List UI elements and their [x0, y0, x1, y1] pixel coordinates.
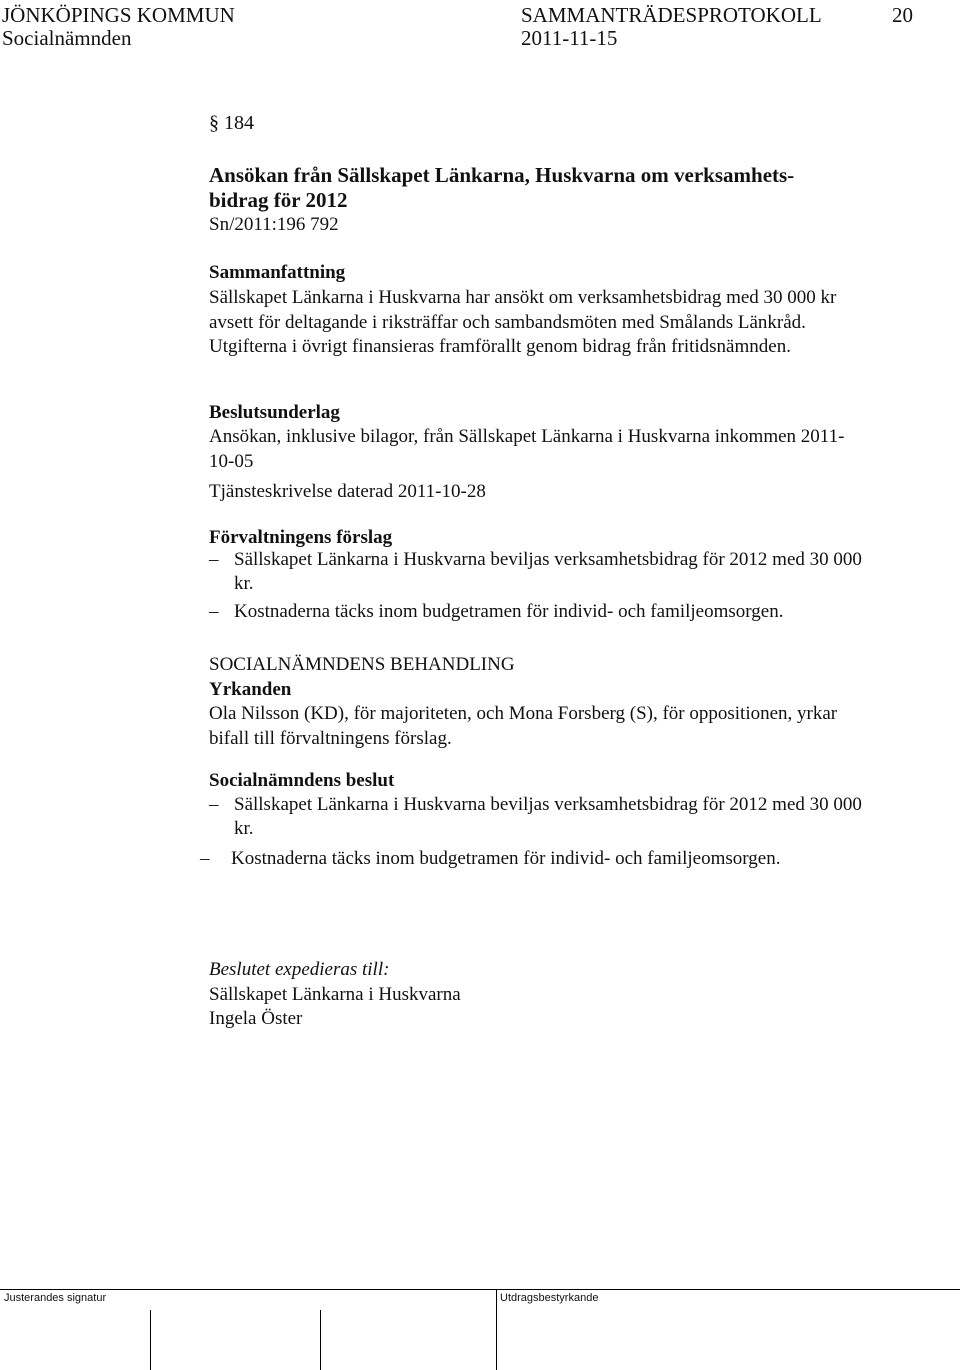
paragraph-symbol: § — [209, 112, 219, 134]
summary-heading: Sammanfattning — [209, 262, 346, 283]
decision-item-2 — [200, 847, 880, 871]
case-number: Sn/2011:196 792 — [209, 214, 339, 235]
footer-signature-label: Justerandes signatur — [4, 1292, 107, 1304]
section-title-line1: Ansökan från Sällskapet Länkarna, Huskvarna om verksamhets- — [209, 163, 795, 187]
handling-text: Ola Nilsson (KD), för majoriteten, och Mona Forsberg (S), för oppositionen, yrkar bifall till förvaltningens förslag. — [209, 703, 838, 749]
decision-item-text: Sällskapet Länkarna i Huskvarna beviljas verksamhetsbidrag för 2012 med 30 000 kr. — [234, 794, 862, 839]
footer-divider — [0, 1289, 960, 1290]
footer-attestation-label: Utdragsbestyrkande — [500, 1292, 599, 1304]
dash-bullet: – — [209, 549, 219, 570]
proposal-item-text: Kostnaderna täcks inom budgetramen för individ- och familjeomsorgen. — [234, 601, 784, 622]
proposal-heading: Förvaltningens förslag — [209, 527, 393, 548]
decision-heading: Socialnämndens beslut — [209, 770, 395, 791]
basis-item-2: Tjänsteskrivelse daterad 2011-10-28 — [209, 481, 486, 502]
paragraph-number: 184 — [224, 112, 254, 134]
summary-text: Sällskapet Länkarna i Huskvarna har ansökt om verksamhetsbidrag med 30 000 kr avsett för deltagande i riksträffar och sambandsmöten med Smålands Länkråd. Utgifterna i övrigt finansieras framförallt genom bidrag från fritidsnämnden. — [209, 287, 837, 357]
proposal-item-2 — [209, 600, 889, 624]
basis-heading: Beslutsunderlag — [209, 402, 340, 423]
dash-bullet: – — [200, 848, 210, 869]
decision-item-1 — [209, 793, 889, 841]
dispatch-recipient: Ingela Öster — [209, 1008, 303, 1029]
proposal-item-1 — [209, 548, 889, 596]
dispatch-heading: Beslutet expedieras till: — [209, 959, 390, 980]
doc-type: SAMMANTRÄDESPROTOKOLL — [521, 3, 822, 27]
handling-heading: SOCIALNÄMNDENS BEHANDLING — [209, 654, 515, 675]
committee-name: Socialnämnden — [2, 26, 132, 50]
signature-box-divider — [320, 1310, 321, 1370]
handling-subheading: Yrkanden — [209, 679, 292, 700]
decision-item-text: Kostnaderna täcks inom budgetramen för individ- och familjeomsorgen. — [231, 848, 781, 869]
proposal-item-text: Sällskapet Länkarna i Huskvarna beviljas verksamhetsbidrag för 2012 med 30 000 kr. — [234, 549, 862, 594]
meeting-date: 2011-11-15 — [521, 26, 618, 50]
dispatch-recipient: Sällskapet Länkarna i Huskvarna — [209, 984, 461, 1005]
section-title-line2: bidrag för 2012 — [209, 188, 348, 212]
signature-box-divider — [496, 1290, 497, 1370]
basis-item-1: Ansökan, inklusive bilagor, från Sällskapet Länkarna i Huskvarna inkommen 2011-10-05 — [209, 426, 845, 472]
page-number: 20 — [892, 3, 913, 27]
signature-box-divider — [150, 1310, 151, 1370]
paragraph-marker — [209, 112, 254, 135]
dash-bullet: – — [209, 794, 219, 815]
dash-bullet: – — [209, 601, 219, 622]
org-name: JÖNKÖPINGS KOMMUN — [2, 3, 235, 27]
